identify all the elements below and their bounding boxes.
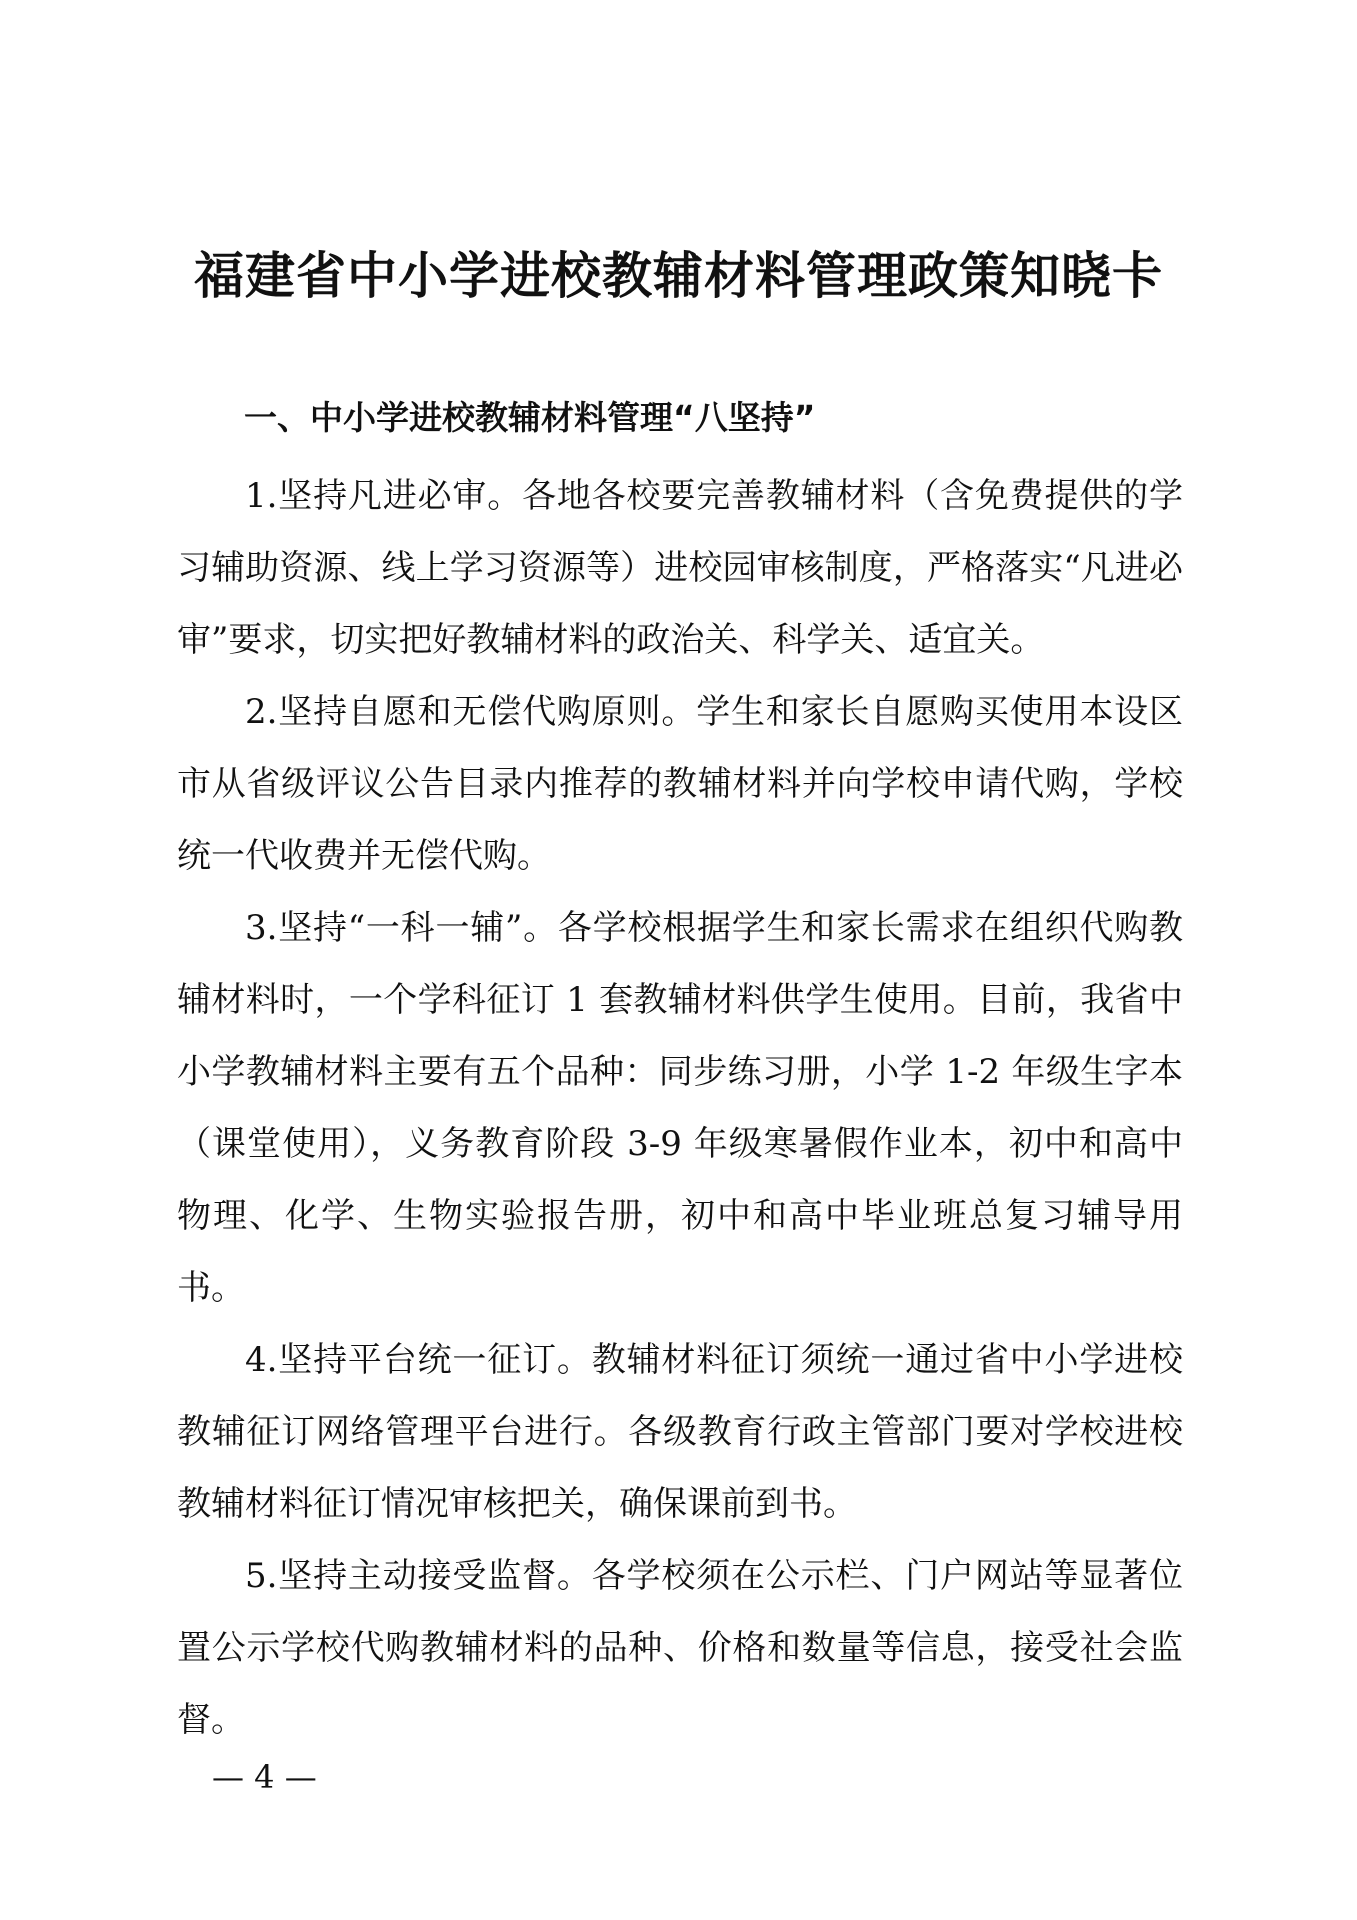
- paragraph-1: 1.坚持凡进必审。各地各校要完善教辅材料（含免费提供的学习辅助资源、线上学习资源等）进校园审核制度，严格落实“凡进必审”要求，切实把好教辅材料的政治关、科学关、适宜关。: [177, 476, 1183, 660]
- section-heading: 一、中小学进校教辅材料管理“八坚持”: [244, 398, 816, 437]
- document-title: 福建省中小学进校教辅材料管理政策知晓卡: [194, 246, 1163, 305]
- document-body: [177, 460, 1183, 1756]
- page-number: — 4 —: [212, 1758, 317, 1796]
- paragraph-5: 5.坚持主动接受监督。各学校须在公示栏、门户网站等显著位置公示学校代购教辅材料的品种、价格和数量等信息，接受社会监督。: [177, 1556, 1183, 1740]
- paragraph-3: 3.坚持“一科一辅”。各学校根据学生和家长需求在组织代购教辅材料时，一个学科征订 1 套教辅材料供学生使用。目前，我省中小学教辅材料主要有五个品种：同步练习册，小学 1-2 年级生字本（课堂使用），义务教育阶段 3-9 年级寒暑假作业本，初中和高中物理、化学、生物实验报告册，初中和高中毕业班总复习辅导用书。: [177, 908, 1183, 1308]
- paragraph-2: 2.坚持自愿和无偿代购原则。学生和家长自愿购买使用本设区市从省级评议公告目录内推荐的教辅材料并向学校申请代购，学校统一代收费并无偿代购。: [177, 692, 1183, 876]
- paragraph-4: 4.坚持平台统一征订。教辅材料征订须统一通过省中小学进校教辅征订网络管理平台进行。各级教育行政主管部门要对学校进校教辅材料征订情况审核把关，确保课前到书。: [177, 1340, 1183, 1524]
